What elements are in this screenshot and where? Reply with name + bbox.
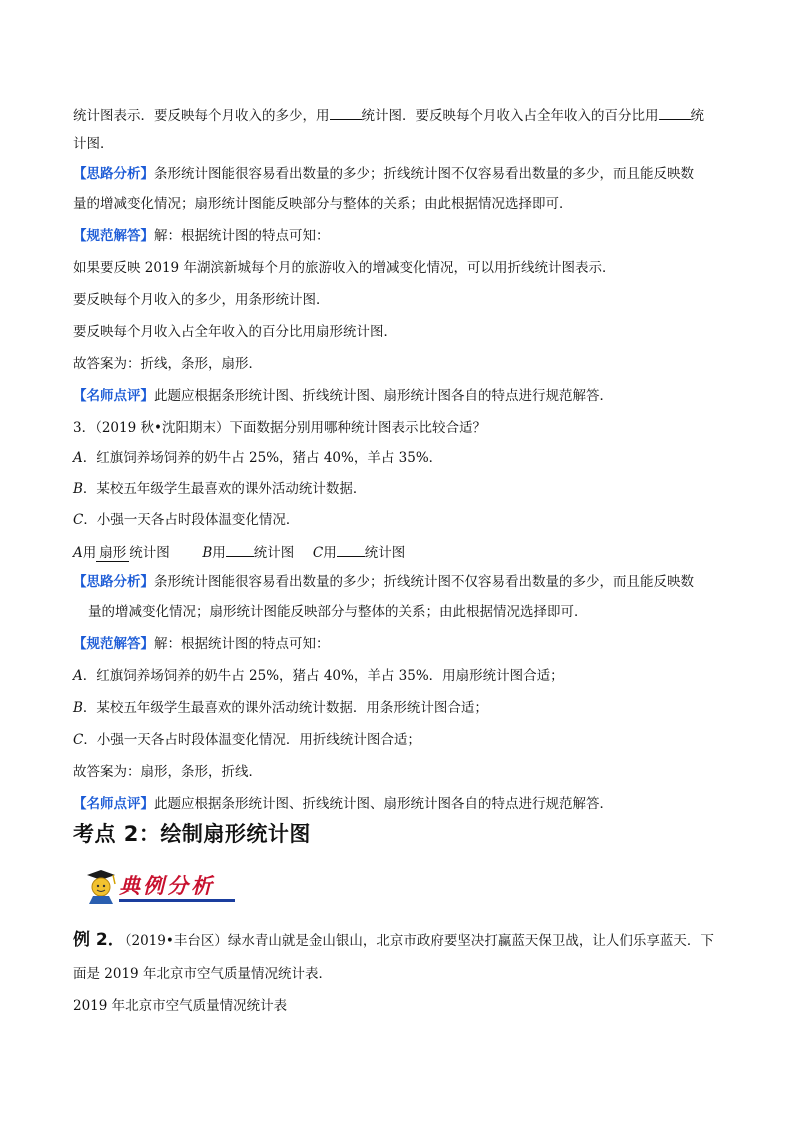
option-letter: A: [73, 545, 83, 561]
answer-text: 用: [82, 545, 97, 561]
example-banner: [79, 866, 237, 908]
option-letter: B: [73, 481, 83, 497]
filled-answer: 扇形: [96, 545, 129, 562]
example-line: [73, 964, 332, 984]
solution-line: [73, 258, 615, 278]
text-segment: 统计图表示．要反映每个月收入的多少，用: [73, 108, 330, 124]
question-text: 3．（2019 秋•沈阳期末）下面数据分别用哪种统计图表示比较合适？: [73, 420, 486, 436]
option-letter: A: [73, 450, 83, 466]
section-title: 考点 2：绘制扇形统计图: [73, 822, 311, 846]
answer-blank: [337, 541, 365, 557]
solution-text: 如果要反映 2019 年湖滨新城每个月的旅游收入的增减变化情况，可以用折线统计图表示．: [73, 260, 616, 276]
question-stem: [73, 418, 486, 438]
solution-line: [73, 290, 330, 310]
option-text: ．红旗饲养场饲养的奶牛占 25%，猪占 40%，羊占 35%．: [82, 450, 443, 466]
solution-line: [73, 730, 421, 750]
solution-text: ．小强一天各占时段体温变化情况．用折线统计图合适；: [83, 732, 421, 748]
solution-text: ．某校五年级学生最喜欢的课外活动统计数据．用条形统计图合适；: [82, 700, 488, 716]
option-b: [73, 479, 366, 499]
solution-line: [73, 762, 262, 782]
answer-blank: [659, 104, 691, 120]
solution-line: [73, 698, 488, 718]
option-letter: C: [312, 545, 324, 561]
analysis-text: 量的增减变化情况；扇形统计图能反映部分与整体的关系；由此根据情况选择即可．: [73, 196, 573, 212]
analysis-tag: 【思路分析】: [73, 166, 154, 182]
banner-underline: [119, 899, 235, 902]
option-text: ．小强一天各占时段体温变化情况．: [83, 512, 300, 528]
text-segment: 计图．: [73, 136, 114, 152]
solution-text: 要反映每个月收入占全年收入的百分比用扇形统计图．: [73, 324, 397, 340]
text-line: [73, 134, 114, 154]
option-letter: B: [73, 700, 83, 716]
analysis-text: 条形统计图能很容易看出数量的多少；折线统计图不仅容易看出数量的多少，而且能反映数: [154, 166, 694, 182]
solution-line: [73, 634, 330, 654]
option-a: [73, 448, 442, 468]
solution-line: [73, 354, 262, 374]
scholar-icon: [87, 870, 115, 904]
solution-text: 解：根据统计图的特点可知：: [154, 636, 330, 652]
table-title: [73, 996, 287, 1016]
solution-text: 故答案为：扇形，条形，折线．: [73, 764, 262, 780]
comment-line: [73, 794, 613, 814]
answer-blank: [330, 104, 362, 120]
option-c: [73, 510, 299, 530]
option-letter: C: [73, 732, 84, 748]
example-line: [73, 930, 714, 951]
table-title-text: 2019 年北京市空气质量情况统计表: [73, 998, 288, 1014]
solution-text: ．红旗饲养场饲养的奶牛占 25%，猪占 40%，羊占 35%．用扇形统计图合适；: [82, 668, 564, 684]
answer-blank: [226, 541, 254, 557]
example-text: 面是 2019 年北京市空气质量情况统计表．: [73, 966, 332, 982]
comment-tag: 【名师点评】: [73, 796, 154, 812]
analysis-line: [73, 164, 694, 184]
solution-text: 要反映每个月收入的多少，用条形统计图．: [73, 292, 330, 308]
comment-tag: 【名师点评】: [73, 388, 154, 404]
solution-tag: 【规范解答】: [73, 228, 154, 244]
analysis-text: 条形统计图能很容易看出数量的多少；折线统计图不仅容易看出数量的多少，而且能反映数: [154, 574, 694, 590]
option-letter: B: [202, 545, 213, 561]
answer-text: 用: [323, 545, 337, 561]
analysis-line: [88, 602, 588, 622]
analysis-line: [73, 572, 694, 592]
example-text: （2019•丰台区）绿水青山就是金山银山，北京市政府要坚决打赢蓝天保卫战，让人们乐享蓝天．下: [124, 933, 714, 949]
comment-text: 此题应根据条形统计图、折线统计图、扇形统计图各自的特点进行规范解答．: [154, 796, 613, 812]
analysis-line: [73, 194, 573, 214]
answer-text: 统计图: [364, 545, 406, 561]
comment-text: 此题应根据条形统计图、折线统计图、扇形统计图各自的特点进行规范解答．: [154, 388, 613, 404]
banner-text: 典例分析: [119, 873, 215, 898]
analysis-tag: 【思路分析】: [73, 574, 154, 590]
text-segment: 统计图．要反映每个月收入占全年收入的百分比用: [361, 108, 659, 124]
text-segment: 统: [690, 108, 704, 124]
example-label: 例 2．: [73, 930, 125, 950]
answer-text: 统计图: [253, 545, 295, 561]
solution-text: 解：根据统计图的特点可知：: [154, 228, 330, 244]
option-text: ．某校五年级学生最喜欢的课外活动统计数据．: [82, 481, 367, 497]
answer-line: [73, 541, 405, 563]
text-line: [73, 104, 704, 126]
comment-line: [73, 386, 613, 406]
option-letter: A: [73, 668, 83, 684]
option-letter: C: [73, 512, 84, 528]
answer-text: 统计图: [129, 545, 170, 561]
solution-line: [73, 666, 564, 686]
analysis-text: 量的增减变化情况；扇形统计图能反映部分与整体的关系；由此根据情况选择即可．: [88, 604, 588, 620]
answer-text: 用: [212, 545, 226, 561]
solution-line: [73, 322, 397, 342]
solution-line: [73, 226, 330, 246]
solution-tag: 【规范解答】: [73, 636, 154, 652]
solution-text: 故答案为：折线，条形，扇形．: [73, 356, 262, 372]
